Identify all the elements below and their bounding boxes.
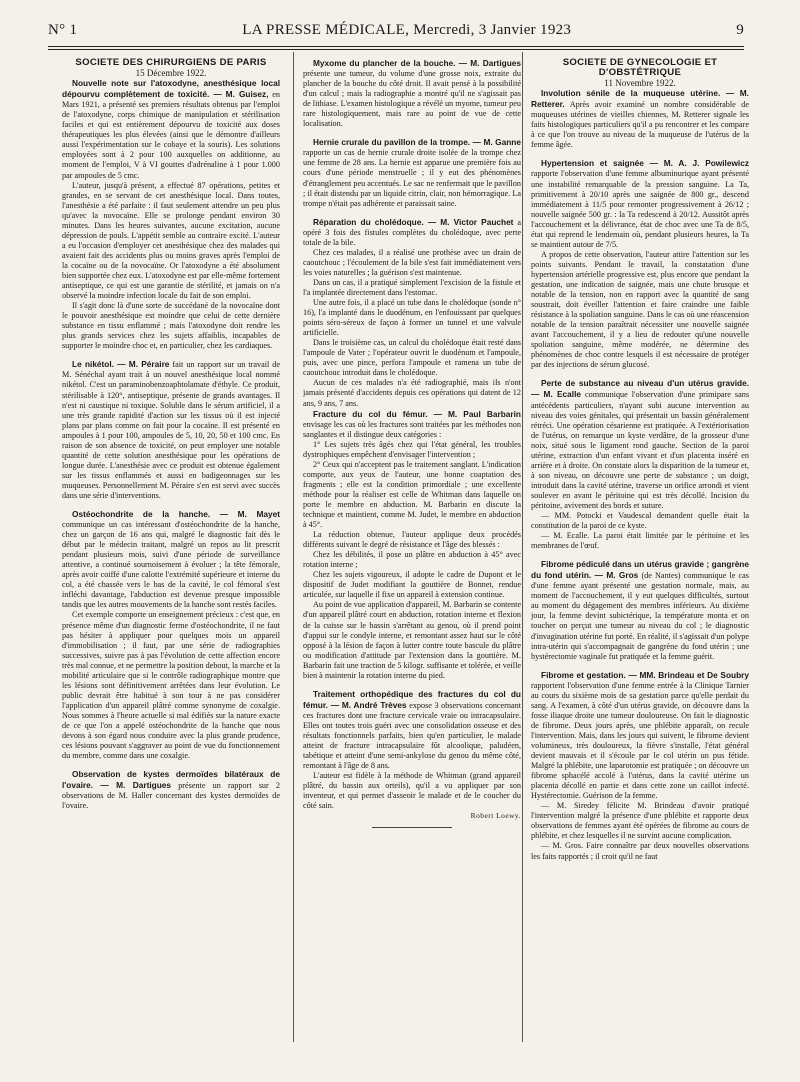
- journal-title: LA PRESSE MÉDICALE, Mercredi, 3 Janvier 1923: [242, 22, 572, 38]
- page-header: [48, 22, 744, 44]
- article-paragraph: Il s'agit donc là d'une sorte de succédané de la novocaïne dont le pouvoir anesthésique est moindre que celui de cette dernière substance en tissu enflammé ; mais l'atoxodyne doit rendre les plus grands services chez les sujets affaiblis, incapables de supporter le moindre choc et, en particulier, chez les cardiaques.: [62, 301, 280, 351]
- article-heading: Nouvelle note sur l'atoxodyne, anesthésique local dépourvu complètement de toxicité. — M. Guisez,: [62, 78, 280, 100]
- article-paragraph: Myxome du plancher de la bouche. — M. Dartigues présente une tumeur, du volume d'une grosse noix, extraite du plancher de la bouche du côté droit. Il avait pensé à la possibilité d'un calcul ; mais la radiographie a montré qu'il ne s'agissait pas de lithiase. L'examen histologique a révélé un myome, tumeur peu rare histologiquement, mais rare au point de vue de cette localisation.: [303, 58, 521, 129]
- column-right: [531, 58, 749, 1058]
- article-paragraph: Traitement orthopédique des fractures du col du fémur. — M. André Trèves expose 3 observations concernant ces fractures dont une fracture cervicale vraie ou intracapsulaire. Elles ont toutes trois guéri avec une consolidation osseuse et des résultats fonctionnels parfaits, bien qu'en particulier, le malade atteint de fracture intracapsulaire fût alcoolique, paludéen, tabétique et atteint d'une semi-ankylose du genou du même côté, remontant à l'âge de 8 ans.: [303, 688, 521, 771]
- article-heading: Fibrome pédiculé dans un utérus gravide ; gangrène du fond utérin. — M. Gros: [531, 559, 749, 581]
- article-paragraph: Chez les débilités, il pose un plâtre en abduction à 45° avec rotation interne ;: [303, 550, 521, 570]
- article-paragraph: — M. Gros. Faire connaître par deux nouvelles observations les faits rapportés ; il croit qu'il ne faut: [531, 841, 749, 861]
- page-number: 9: [736, 22, 744, 38]
- article-paragraph: Dans un cas, il a pratiqué simplement l'excision de la fistule et l'a implantée directement dans l'estomac.: [303, 277, 521, 297]
- issue-number: N° 1: [48, 22, 78, 38]
- article-heading: Le nikétol. — M. Péraire: [72, 359, 170, 370]
- article-paragraph: — MM. Potocki et Vaudescal demandent quelle était la constitution de la paroi de ce kyste.: [531, 511, 749, 531]
- article-paragraph: Chez ces malades, il a réalisé une prothèse avec un drain de caoutchouc ; l'écoulement de la bile s'est fait immédiatement vers les voies naturelles ; la guérison s'est maintenue.: [303, 247, 521, 277]
- column-separator: [293, 52, 294, 1042]
- article-paragraph: A propos de cette observation, l'auteur attire l'attention sur les points suivants. Pendant le travail, la constatation d'une hypertension artérielle progressive est, plus encore que pendant la gestation, une indication de saignée, mais une chute brusque et notable de la tension, non en rapport avec la quantité de sang soustrait, doit éveiller l'attention et faire craindre une faible résistance à la spoliation sanguine. Dans le cas où une réascension notable de la tension paraîtrait nécessiter une nouvelle saignée avant l'accouchement, il y a lieu de redouter qu'une nouvelle spoliation sanguine, même modérée, ne détermine des phénomènes de choc contre lesquels il est nécessaire de protéger par des injections de sérum glucosé.: [531, 249, 749, 370]
- article-paragraph: Cet exemple comporte un enseignement précieux : c'est que, en présence même d'un diagnostic ferme d'ostéochondrite, il ne faut pas hésiter à appliquer pour quelques mois un appareil d'immobilisation ; il faut, par une série de radiographies successives, suivre pas à pas l'évolution de cette affection encore très mal connue, et ne permettre la position debout, la marche et la mobilité articulaire que si le contrôle radiographique montre que les lésions sont définitivement arrêtées dans leur évolution. Le public devrait être habitué à son tour à ne pas considérer l'application d'un appareil plâtré comme synonyme de coxalgie. Nous sommes à l'heure actuelle si mal édifiés sur la nature exacte de ce que l'on a appelé ostéochondrite de la hanche que nous devons à son égard nous conduire avec la plus grande prudence, ces lésions pouvant s'aggraver au point de vue du fonctionnement du membre, comme dans une coxalgie.: [62, 610, 280, 761]
- article-paragraph: Chez les sujets vigoureux, il adopte le cadre de Dupont et le dispositif de Judet modifiant la gouttière de Bonnet, rendue articulée, sur laquelle il fixe un appareil à extension continue.: [303, 570, 521, 600]
- article-heading: Fracture du col du fémur. — M. Paul Barbarin: [313, 408, 521, 419]
- article-heading: Ostéochondrite de la hanche. — M. Mayet: [72, 509, 280, 520]
- article-paragraph: Aucun de ces malades n'a été radiographié, mais ils n'ont jamais présenté d'accidents depuis ces opérations qui datent de 12 ans, 9 ans, 7 ans.: [303, 378, 521, 408]
- article-paragraph: Réparation du cholédoque. — M. Victor Pauchet a opéré 3 fois des fistules complètes du cholédoque, avec perte totale de la bile.: [303, 216, 521, 247]
- article-paragraph: Ostéochondrite de la hanche. — M. Mayet communique un cas intéressant d'ostéochondrite de la hanche, chez un garçon de 16 ans qui, malgré le diagnostic fait dès le début par le médecin traitant, malgré un repos au lit prescrit pendant plusieurs mois, suivi d'une période de surveillance attentive, a continué sournoisement à évoluer ; la tête fémorale, après avoir coiffé d'une calotte l'extrémité supérieure et interne du col, a été chassée vers le bas de la cavité, le col fémoral s'est infléchi davantage, l'abduction est devenue presque impossible tandis que les autres mouvements de la hanche sont restés faciles.: [62, 509, 280, 610]
- article-paragraph: Fibrome et gestation. — MM. Brindeau et De Soubry rapportent l'observation d'une femme entrée à la Clinique Tarnier au cours du sixième mois de sa gestation parce qu'elle perdait du sang. A l'examen, à côté d'un utérus gravide, on découvre dans la fosse iliaque droite une tumeur douloureuse. On fait le diagnostic de fibrome. Deux jours après, une phlébite apparaît, on recule l'intervention. Mais, dans les jours qui suivent, le fibrome devient volumineux, très douloureux, la fièvre s'installe, l'état général devient mauvais et il s'écoule par le col utérin un pus fétide. Malgré la phlébite, une laparotomie est pratiquée ; on découvre un fibrome sphacélé accolé à l'utérus, dans la cavité utérine un placenta décollé en partie et dans cette zone un caillot infecté. Hystérectomie. Guérison de la femme.: [531, 669, 749, 801]
- article-heading: Fibrome et gestation. — MM. Brindeau et De Soubry: [541, 669, 749, 680]
- society-heading: SOCIÉTÉ DES CHIRURGIENS DE PARIS: [75, 58, 267, 68]
- article-heading: Réparation du cholédoque. — M. Victor Pauchet: [313, 216, 514, 227]
- article-paragraph: Involution sénile de la muqueuse utérine. — M. Retterer. Après avoir examiné un nombre considérable de muqueuses utérines de vieilles chiennes, M. Retterer signale les faits histologiques particuliers qu'il a pu rencontrer et les compare à ce que l'on trouve au niveau de la muqueuse de l'utérus de la femme âgée.: [531, 88, 749, 150]
- article-heading: Hypertension et saignée — M. A. J. Powilewicz: [541, 158, 749, 169]
- article-paragraph: — M. Ecalle. La paroi était limitée par le péritoine et les membranes de l'œuf.: [531, 531, 749, 551]
- article-paragraph: Le nikétol. — M. Péraire fait un rapport sur un travail de M. Sénéchal ayant trait à un nouvel anesthésique local nommé nikétol. C'est un paraminobenzoaphtolamate d'éthyle. Ce produit, stérilisable à 120°, antiseptique, présente de grands avantages. Il n'est ni caustique ni toxique. Soluble dans le sérum artificiel, il a une très grande rapidité d'action sur les tissus où il est injecté plans par plans comme on fait pour la cocaïne. Il est présenté en ampoules à 1 pour 100, ampoules de 5, 10, 20, 50 et 100 cmc. En raison de son absence de toxicité, on peut employer une notable quantité de cette solution anesthésique pour les opérations de longue durée. L'anesthésie avec ce produit est obtenue également sur les tissus enflammés et aussi en badigeonnages sur les muqueuses. Personnellement M. Péraire s'en est servi avec succès dans une série d'interventions.: [62, 359, 280, 500]
- article-heading: Involution sénile de la muqueuse utérine. — M. Retterer.: [531, 88, 749, 110]
- article-paragraph: L'auteur est fidèle à la méthode de Whitman (grand appareil plâtré, du bassin aux orteils), qu'il a vu appliquer par son inventeur, et qui permet d'asseoir le malade et de le coucher du côté sain.: [303, 771, 521, 811]
- article-paragraph: Une autre fois, il a placé un tube dans le cholédoque (sonde n° 16), l'a implanté dans le duodénum, en l'enfouissant par quelques points séro-séreux de façon à former un tunnel et une valvule artificielle.: [303, 298, 521, 338]
- article-paragraph: Nouvelle note sur l'atoxodyne, anesthésique local dépourvu complètement de toxicité. — M. Guisez, en Mars 1921, a présenté ses premiers résultats obtenus par l'emploi de l'atoxodyne, corps chimique de manipulation et stérilisation faciles et qui est entièrement dépourvu de toxicité aux doses thérapeutiques les plus élevées (ainsi que le démontre d'ailleurs aussi l'expérimentation sur le cobaye et la souris). Les solutions employées sont à 2 pour 100 auxquelles on additionne, au moment de l'emploi, V à VI gouttes d'adrénaline à 1 pour 1.000 par ampoules de 5 cmc.: [62, 78, 280, 180]
- article-paragraph: Perte de substance au niveau d'un utérus gravide. — M. Ecalle communique l'observation d'une primipare sans antécédents particuliers, n'ayant subi aucune intervention au niveau des voies génitales, qui présentait un bassin généralement rétréci. Une opération césarienne est pratiquée. A l'extériorisation de l'utérus, on remarque un kyste verdâtre, de la grosseur d'une noix, situé sous le ligament rond gauche. Section de la paroi utérine, extraction d'un enfant vivant et d'un placenta inséré en arrière et à droite. On constate alors la disparition de la tumeur et, à son niveau, on découvre une perte de substance ; un doigt, introduit dans la cavité utérine, traverse un orifice arrondi et vient soulever en avant le péritoine qui est très décollé. Incision du péritoine, avivement des bords et suture.: [531, 378, 749, 510]
- article-paragraph: 2° Ceux qui n'acceptent pas le traitement sanglant. L'indication comporte, aux yeux de l'auteur, une bonne coaptation des fragments ; elle est la condition primordiale ; une excellente méthode pour la réaliser est celle de Whitman dans laquelle on porte le membre en abduction. M. Barbarin en discute la technique et maintient, comme M. Judet, le membre en abduction à 45°.: [303, 459, 521, 530]
- article-heading: Myxome du plancher de la bouche. — M. Dartigues: [313, 58, 521, 68]
- article-heading: Perte de substance au niveau d'un utérus gravide. — M. Ecalle: [531, 378, 749, 400]
- article-paragraph: Observation de kystes dermoïdes bilatéraux de l'ovaire. — M. Dartigues présente un rapport sur 2 observations de M. Haller concernant des kystes dermoïdes de l'ovaire.: [62, 769, 280, 811]
- article-paragraph: Fibrome pédiculé dans un utérus gravide ; gangrène du fond utérin. — M. Gros (de Nantes) communique le cas d'une femme ayant présenté une gestation normale, mais, au moment de l'accouchement, il y eut quelques difficultés, surtout au moment du dégagement des membres inférieurs. Au dixième jour, la femme devint subictérique, la température monta et on toucher on perçut une tumeur au niveau du col ; le diagnostic d'invagination utérine fut porté. En réalité, il s'agissait d'un polype intra-utérin qui s'accompagnait de gangrène du fond utérin ; une hystérectomie vaginale fut pratiquée et la femme guérit.: [531, 559, 749, 661]
- article-paragraph: — M. Siredey félicite M. Brindeau d'avoir pratiqué l'intervention malgré la présence d'une phlébite et rapporte deux observations de femmes ayant été opérées de fibrome au cours de phlébite, et chez lesquelles il ne survint aucune complication.: [531, 801, 749, 841]
- session-date: 15 Décembre 1922.: [135, 68, 207, 79]
- column-left: [62, 58, 280, 1058]
- session-date: 11 Novembre 1922.: [604, 78, 676, 89]
- article-heading: Traitement orthopédique des fractures du col du fémur. — M. André Trèves: [303, 688, 521, 710]
- article-paragraph: Hypertension et saignée — M. A. J. Powilewicz rapporte l'observation d'une femme albuminurique ayant présenté une instabilité remarquable de la pression sanguine. La Ta, primitivement à 20/10 après une saignée de 800 gr., descend immédiatement à 11/5 pour remonter progressivement à 26/12 ; nouvelle saignée 500 gr. : la Ta redescend à 20/12. Aussitôt après l'accouchement et la délivrance, état de choc avec une Ta de 8/5, état qui reprend le lendemain où, pendant plusieurs heures, la Ta se maintient autour de 7/5.: [531, 158, 749, 249]
- article-paragraph: L'auteur, jusqu'à présent, a effectué 87 opérations, petites et grandes, en se servant de cet anesthésique local. Dans toutes, l'anesthésie a été parfaite : il faut seulement attendre un peu plus qu'avec la novocaïne. Elle se prolonge pendant environ 30 minutes. Dans les heures suivantes, aucune excitation, aucune dépression de pouls. L'appétit semble au contraire excité. L'auteur a eu l'occasion d'employer cet anesthésique chez des malades qui avaient fait des accidents plus ou moins graves après l'emploi de la cocaïne ou de la novocaïne. Or l'atoxodyne a été absolument bien supportée chez eux. L'atoxodyne est par elle-même fortement antiseptique, ce qui est une garantie de stérilité, et jamais on n'a observé la moindre infection locale du fait de son emploi.: [62, 180, 280, 301]
- report-signature: Robert Loewy.: [470, 811, 521, 821]
- article-paragraph: Au point de vue application d'appareil, M. Barbarin se contente d'un appareil plâtré court en abduction, rotation interne et flexion de la cuisse sur le bassin s'arrêtant au genou, où il prend point d'appui sur le condyle interne, et remontant assez haut sur le côté opposé à la lésion de façon à lutter contre toute bascule du plâtre ou modification d'attitude par l'extension dans la gouttière. M. Barbarin fait une traction de 5 kilogr. suffisante et tolérée, et veille bien à maintenir la rotation interne du pied.: [303, 600, 521, 680]
- header-rule-double: [48, 49, 744, 50]
- article-paragraph: Fracture du col du fémur. — M. Paul Barbarin envisage les cas où les fractures sont traitées par les méthodes non sanglantes et il distingue deux catégories :: [303, 408, 521, 439]
- article-heading: Hernie crurale du pavillon de la trompe. — M. Ganne: [313, 137, 521, 148]
- society-heading: SOCIÉTÉ DE GYNÉCOLOGIE ET D'OBSTÉTRIQUE: [562, 58, 718, 79]
- column-middle: [303, 58, 521, 1058]
- section-end-rule: [372, 827, 452, 828]
- article-paragraph: Hernie crurale du pavillon de la trompe. — M. Ganne rapporte un cas de hernie crurale droite isolée de la trompe chez une femme de 28 ans. La hernie est apparue une première fois au cours d'une période menstruelle ; il y eut des phénomènes d'étranglement peu accentués. Le sac ne renfermait que le pavillon ; il était distendu par un liquide citrin, clair, non hémorragique. La trompe n'était pas adhérente et paraissait saine.: [303, 137, 521, 208]
- article-paragraph: La réduction obtenue, l'auteur applique deux procédés différents suivant le degré de résistance et l'âge des blessés :: [303, 530, 521, 550]
- header-rule: [48, 46, 744, 47]
- column-separator: [522, 52, 523, 1042]
- article-heading: Observation de kystes dermoïdes bilatéraux de l'ovaire. — M. Dartigues: [62, 769, 280, 791]
- article-paragraph: Dans le troisième cas, un calcul du cholédoque était resté dans l'ampoule de Vater ; l'opérateur ouvrit le duodénum et l'ampoule, puis, avec une pince, perfora l'ampoule et ramena un tube de caoutchouc introduit dans le cholédoque.: [303, 338, 521, 378]
- article-paragraph: 1° Les sujets très âgés chez qui l'état général, les troubles dystrophiques empêchent d'envisager l'intervention ;: [303, 439, 521, 459]
